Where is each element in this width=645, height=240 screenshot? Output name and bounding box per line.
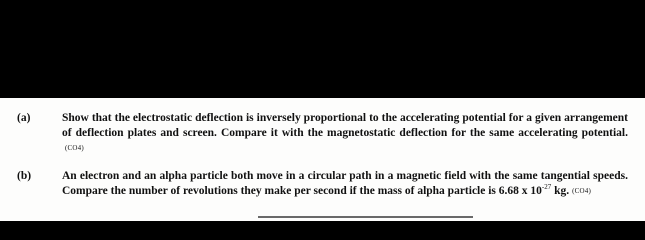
course-outcome-tag: (CO4)	[572, 187, 592, 195]
question-b-label: (b)	[17, 170, 32, 182]
question-b-unit: kg.	[551, 185, 570, 197]
underline-mark	[258, 216, 473, 218]
question-a-text-block	[62, 111, 628, 156]
question-a-text: Show that the electrostatic deflection is inversely proportional to the accelerating potential for a given arrangement of deflection plates and screen. Compare it with the magnetostatic deflection for the same accelerating potential.	[62, 112, 628, 139]
mass-exponent: -27	[541, 183, 552, 191]
question-b-text: An electron and an alpha particle both move in a circular path in a magnetic field with the same tangential speeds. Compare the number of revolutions they make per second if the mass of alpha particle is 6.68 x 10	[62, 170, 628, 197]
question-b-text-block	[62, 169, 628, 199]
course-outcome-tag: (CO4)	[65, 144, 84, 152]
exam-page	[0, 98, 645, 221]
question-a-label: (a)	[17, 112, 31, 124]
black-top-margin	[0, 0, 645, 98]
